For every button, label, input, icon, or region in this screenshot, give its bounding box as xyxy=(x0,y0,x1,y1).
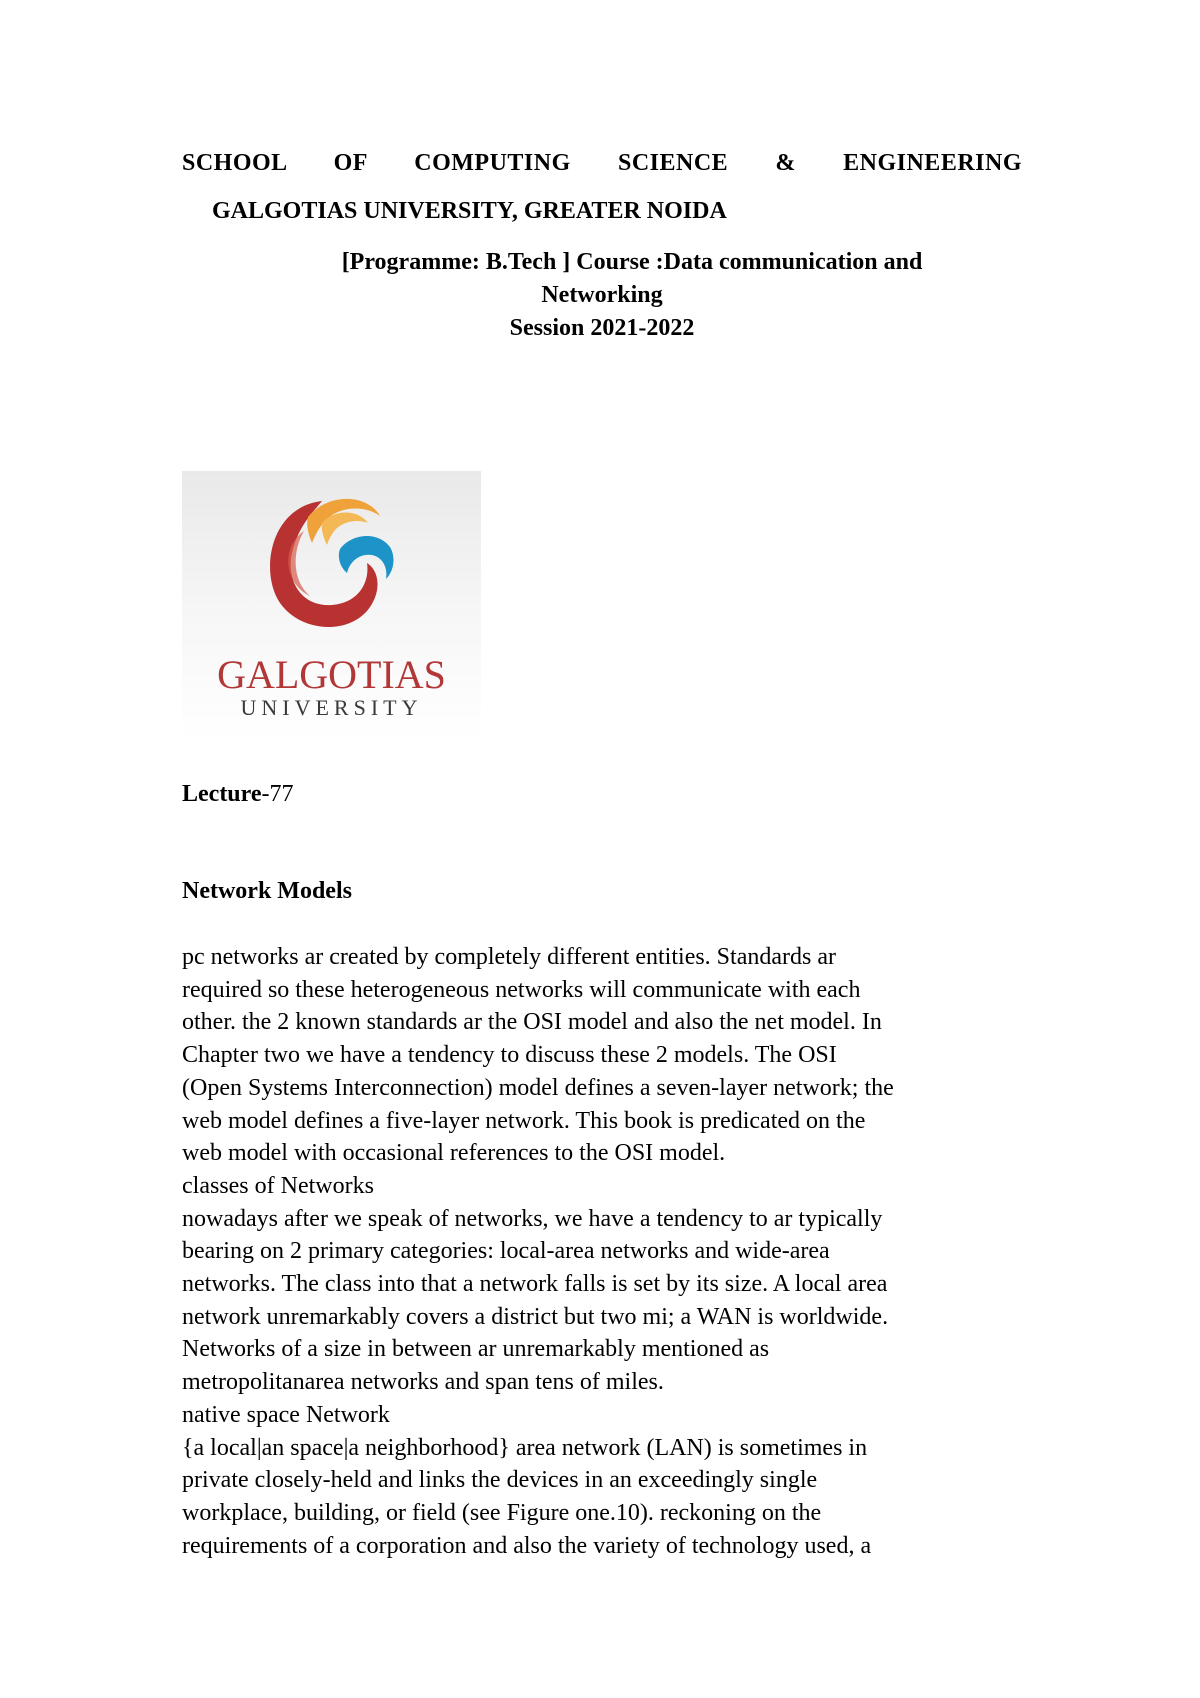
body-line: nowadays after we speak of networks, we have a tendency to ar typically xyxy=(182,1205,883,1232)
body-line: private closely-held and links the devices in an exceedingly single xyxy=(182,1467,818,1494)
body-line: web model with occasional references to the OSI model. xyxy=(182,1140,726,1167)
body-line: bearing on 2 primary categories: local-area networks and wide-area xyxy=(182,1238,830,1265)
subheading-line: native space Network xyxy=(182,1401,390,1428)
lecture-number xyxy=(182,779,294,809)
body-line: metropolitanarea networks and span tens of miles. xyxy=(182,1369,664,1396)
lecture-label: Lecture xyxy=(182,781,262,807)
body-line: networks. The class into that a network falls is set by its size. A local area xyxy=(182,1271,888,1298)
body-line: workplace, building, or field (see Figure one.10). reckoning on the xyxy=(182,1499,822,1526)
body-line: other. the 2 known standards ar the OSI model and also the net model. In xyxy=(182,1009,882,1036)
university-logo xyxy=(182,471,481,742)
course-continuation: Networking xyxy=(541,282,663,308)
body-line: web model defines a five-layer network. This book is predicated on the xyxy=(182,1107,866,1134)
lecture-value: -77 xyxy=(261,781,294,807)
body-line: requirements of a corporation and also the variety of technology used, a xyxy=(182,1532,872,1559)
body-line: (Open Systems Interconnection) model defines a seven-layer network; the xyxy=(182,1074,894,1101)
body-line: Chapter two we have a tendency to discuss these 2 models. The OSI xyxy=(182,1042,837,1069)
programme-line: [Programme: B.Tech ] Course :Data communication and xyxy=(341,249,923,275)
logo-subtitle: UNIVERSITY xyxy=(240,695,423,720)
body-text xyxy=(182,941,1042,1562)
logo-emblem-icon xyxy=(182,471,481,661)
body-line: pc networks ar created by completely different entities. Standards ar xyxy=(182,944,836,970)
school-heading: SCHOOL OF COMPUTING SCIENCE & ENGINEERING xyxy=(182,150,1022,176)
body-line: {a local|an space|a neighborhood} area network (LAN) is sometimes in xyxy=(182,1434,868,1461)
course-info xyxy=(182,246,1022,345)
session-line: Session 2021-2022 xyxy=(509,315,695,341)
logo-name: GALGOTIAS xyxy=(217,652,446,697)
body-line: network unremarkably covers a district but two mi; a WAN is worldwide. xyxy=(182,1303,889,1330)
university-heading: GALGOTIAS UNIVERSITY, GREATER NOIDA xyxy=(212,198,727,224)
body-line: required so these heterogeneous networks will communicate with each xyxy=(182,976,861,1003)
subheading-line: classes of Networks xyxy=(182,1172,374,1199)
section-title: Network Models xyxy=(182,878,352,904)
body-line: Networks of a size in between ar unremarkably mentioned as xyxy=(182,1336,770,1363)
logo-text xyxy=(182,652,481,721)
